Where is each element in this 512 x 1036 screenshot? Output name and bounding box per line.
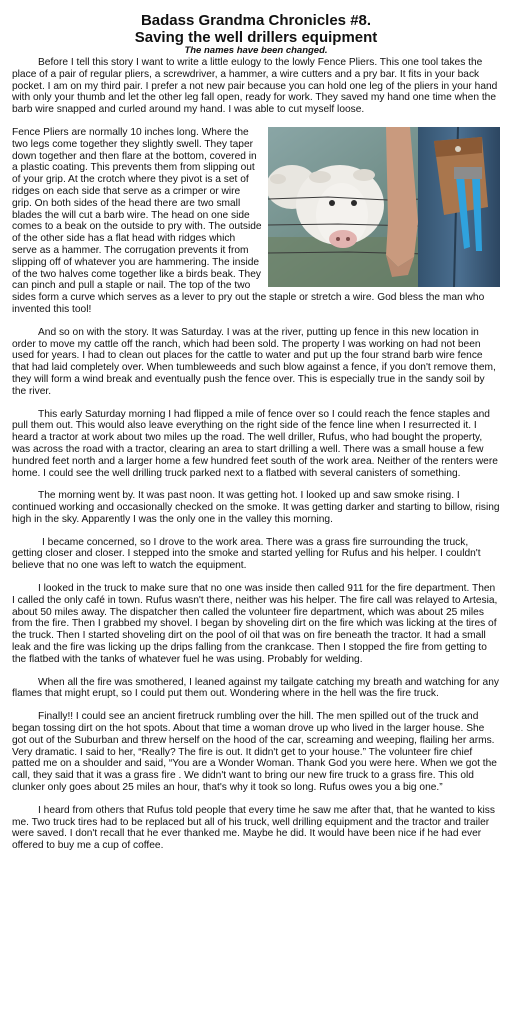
paragraph-concerned: I became concerned, so I drove to the work area. There was a grass fire surrounding the truck, getting closer and closer. I stepped into the smoke and started yelling for Rufus and his helper. I couldn't believe that no one was left to watch the equipment. xyxy=(12,536,481,572)
names-changed-note: The names have been changed. xyxy=(184,45,328,56)
paragraph-smoke: The morning went by. It was past noon. It was getting hot. I looked up and saw smoke rising. I continued working and occasionally checked on the smoke. It was getting darker and starting to billow, rising high in the sky. Apparently I was the only one in the valley this morning. xyxy=(12,490,500,525)
paragraph-firetruck: Finally!! I could see an ancient firetruck rumbling over the hill. The men spilled out of the truck and began tossing dirt on the hot spots. About that time a woman drove up who lived in the larger house. She got out of the Suburban and threw herself on the hood of the car, screaming and weeping, flailing her arms. Very dramatic. I said to her, “Really? The fire is out. It didn't get to your house.” The volunteer fire chief patted me on a shoulder and said, “You are a Wonder Woman. Thank God you were here. When we got the call, they said that it was a grass fire . We didn't want to bring our new fire truck to a grass fire. This old clunker only goes about 25 miles an hour, that's why it took so long. Rufus owes you a big one.” xyxy=(12,711,497,794)
paragraph-morning: This early Saturday morning I had flipped a mile of fence over so I could reach the fence staples and pull them out. This would also leave everything on the right side of the fence line when I resurrected it. I heard a tractor at work about two miles up the road. The well driller, Rufus, who had bought the property, was across the road with a tractor, clearing an area to start drilling a well. There was a small house a few hundred feet north and a larger home a few hundred feet south of the work area. Neither of the renters were home. I could see the well drilling truck parked next to a flatbed with several canisters of something. xyxy=(12,408,498,479)
pliers-section xyxy=(12,127,500,327)
paragraph-fire-call: I looked in the truck to make sure that no one was inside then called 911 for the fire department. Then I called the only café in town. Rufus wasn't there, neither was his helper. The fire call was relayed to Artesia, about 50 miles away. The dispatcher then called the volunteer fire department, which was about 25 miles from the fire. Then I grabbed my shovel. I began by shoveling dirt on the fire which was licking at the tires of the truck. Then I started shoveling dirt on the pool of oil that was on fire beneath the tractor. It had a small leak and the fire was licking up the drips falling from the crankcase. Then I stopped the fire from getting to the flatbed with the tanks of whatever fuel he was using. Probably for welding. xyxy=(12,583,498,665)
cow-and-fence-pliers-photo xyxy=(268,127,500,287)
paragraph-saturday: And so on with the story. It was Saturday. I was at the river, putting up fence in this new location in order to move my cattle off the ranch, which had been sold. The property I was working on had not been used for years. I had to clean out places for the cattle to water and put up the four strand barb wire fence that had laid completely over. When tumbleweeds and such blow against a fence, if you don't remove them, they will form a wind break and eventually push the fence over. This is especially true in the sandy soil by the river. xyxy=(12,326,496,397)
document-title: Badass Grandma Chronicles #8. xyxy=(140,12,372,29)
paragraph-eulogy: Before I tell this story I want to write a little eulogy to the lowly Fence Pliers. This one tool takes the place of a pair of regular pliers, a screwdriver, a hammer, a wire cutters and a pry bar. It fits in your back pocket. I am on my third pair. I prefer a not new pair because you can hold one leg of the pliers in your hand with only your thumb and let the other leg fall open, ready for work. They saved my hand one time when the barb wire snapped and curled around my hand. I was able to cut myself loose. xyxy=(12,57,498,116)
paragraph-smothered: When all the fire was smothered, I leaned against my tailgate catching my breath and watching for any flames that might erupt, so I could put them out. Wondering where in the hell was the fire truck. xyxy=(12,676,499,700)
document-page xyxy=(0,12,512,1036)
document-subtitle: Saving the well drillers equipment xyxy=(134,29,378,46)
paragraph-pliers-description: Fence Pliers are normally 10 inches long. Where the two legs come together they slightly swell. They taper down together and then flare at the bottom, covered in a plastic coating. This prevents them from slipping out of your grip. At the crotch where they pivot is a set of ridges on each side that serve as a crimper or wire grip. On both sides of the head there are two small blades the will cut a barb wire. The head on one side comes to a beak on the outside to pry with. The outside of the other side has a flat head with ridges which serve as a hammer. The corrugation prevents it from slipping off of whatever you are hammering. The inside of the two halves come together like a birds beak. They can pinch and pull a staple or nail. The top of the two sides form a curve which serves as a lever to pry out the staple or stretch a wire. God bless the man who invented this tool! xyxy=(12,126,485,315)
paragraph-ending: I heard from others that Rufus told people that every time he saw me after that, that he wanted to kiss me. Two truck tires had to be replaced but all of his truck, well drilling equipment and the tractor and trailer were saved. I don't recall that he ever thanked me. Maybe he did. It would have been nice if he had ever offered to buy me a cup of coffee. xyxy=(12,804,495,852)
